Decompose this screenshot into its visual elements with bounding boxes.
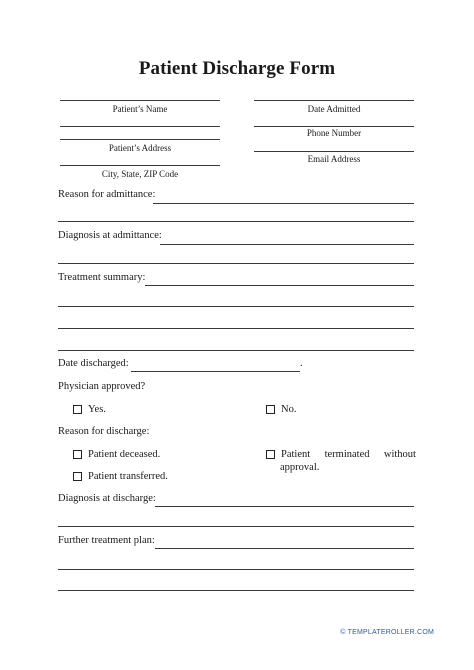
diagnosis-admittance-line-2[interactable]: [58, 263, 414, 264]
patient-name-caption: Patient’s Name: [112, 104, 168, 114]
terminated-word-2: terminated: [324, 449, 370, 460]
no-label: No.: [281, 404, 297, 415]
treatment-summary-line[interactable]: [145, 285, 414, 286]
date-discharged-label: Date discharged:: [58, 358, 129, 369]
further-plan-label: Further treatment plan:: [58, 535, 155, 546]
diagnosis-admittance-line[interactable]: [160, 244, 414, 245]
phone-number-caption: Phone Number: [306, 128, 362, 138]
date-admitted-caption: Date Admitted: [307, 104, 361, 114]
city-state-zip-line[interactable]: [60, 165, 220, 166]
date-discharged-line[interactable]: [131, 371, 300, 372]
terminated-label-line1: [281, 449, 416, 460]
deceased-label: Patient deceased.: [88, 449, 161, 460]
further-plan-line-3[interactable]: [58, 590, 414, 591]
transferred-checkbox[interactable]: [73, 472, 82, 481]
reason-admittance-line-2[interactable]: [58, 221, 414, 222]
reason-discharge-label: Reason for discharge:: [58, 426, 150, 437]
diagnosis-discharge-line-2[interactable]: [58, 526, 414, 527]
form-title: Patient Discharge Form: [138, 58, 336, 79]
diagnosis-discharge-line[interactable]: [155, 506, 414, 507]
terminated-label-line2: approval.: [280, 462, 320, 473]
date-admitted-line[interactable]: [254, 100, 414, 101]
terminated-option[interactable]: [266, 449, 416, 460]
patient-address-caption: Patient’s Address: [108, 143, 172, 153]
further-plan-line-2[interactable]: [58, 569, 414, 570]
patient-name-line[interactable]: [60, 100, 220, 101]
yes-option[interactable]: [73, 404, 106, 415]
further-plan-line[interactable]: [155, 548, 414, 549]
treatment-summary-line-4[interactable]: [58, 350, 414, 351]
reason-admittance-label: Reason for admittance:: [58, 189, 156, 200]
treatment-summary-line-3[interactable]: [58, 328, 414, 329]
yes-label: Yes.: [88, 404, 106, 415]
email-address-caption: Email Address: [307, 154, 361, 164]
deceased-checkbox[interactable]: [73, 450, 82, 459]
deceased-option[interactable]: [73, 449, 160, 460]
terminated-word-1: Patient: [281, 449, 311, 460]
no-checkbox[interactable]: [266, 405, 275, 414]
reason-admittance-line[interactable]: [153, 203, 414, 204]
transferred-label: Patient transferred.: [88, 471, 168, 482]
no-option[interactable]: [266, 404, 296, 415]
terminated-checkbox[interactable]: [266, 450, 275, 459]
date-discharged-period: .: [300, 358, 303, 369]
treatment-summary-label: Treatment summary:: [58, 272, 146, 283]
city-state-zip-caption: City, State, ZIP Code: [101, 169, 179, 179]
transferred-option[interactable]: [73, 471, 168, 482]
diagnosis-admittance-label: Diagnosis at admittance:: [58, 230, 162, 241]
email-address-line[interactable]: [254, 151, 414, 152]
patient-address-line[interactable]: [60, 126, 220, 127]
footer-watermark: © TEMPLATEROLLER.COM: [340, 629, 434, 636]
treatment-summary-line-2[interactable]: [58, 306, 414, 307]
diagnosis-discharge-label: Diagnosis at discharge:: [58, 493, 156, 504]
physician-approved-label: Physician approved?: [58, 381, 146, 392]
phone-number-line[interactable]: [254, 126, 414, 127]
patient-address-line-2[interactable]: [60, 139, 220, 140]
yes-checkbox[interactable]: [73, 405, 82, 414]
terminated-word-3: without: [383, 449, 416, 460]
